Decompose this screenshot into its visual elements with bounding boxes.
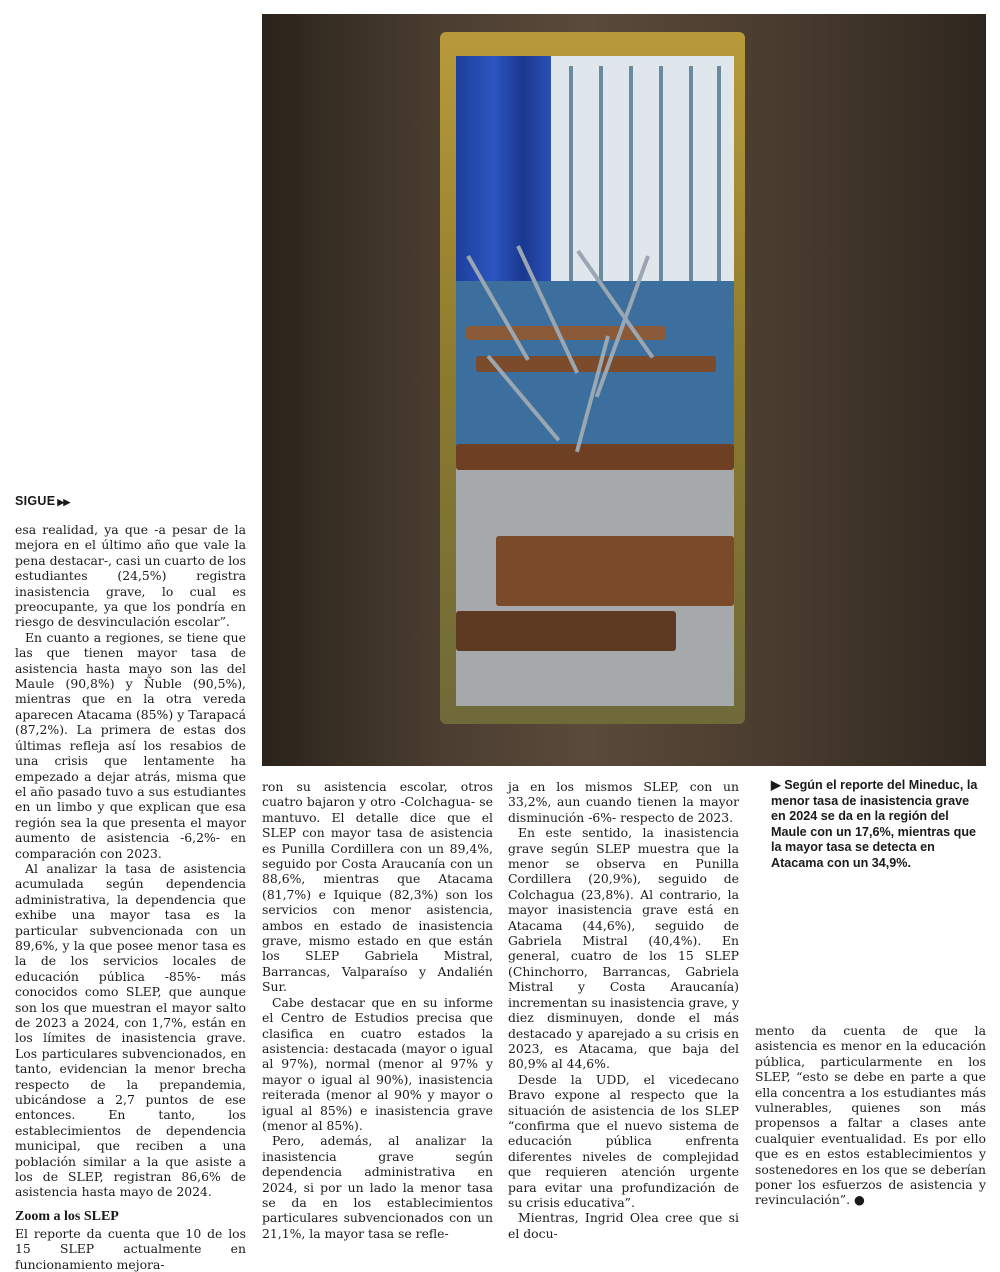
paragraph: ja en los mismos SLEP, con un 33,2%, aun cuando tienen la mayor disminución -6%- respecto de 2023. bbox=[508, 779, 739, 825]
article-column-1 bbox=[15, 522, 246, 1272]
paragraph: En este sentido, la inasistencia grave según SLEP muestra que la menor se observa en Punilla Cordillera (20,9%), seguido de Colchagua (23,8%). Al contrario, la mayor inasistencia grave está en Atacama (44,6%), seguido de Gabriela Mistral (40,4%). En general, cuatro de los 15 SLEP (Chinchorro, Barrancas, Gabriela Mistral y Costa Araucanía) incrementan su inasistencia grave, y diez disminuyen, donde el más destacado y aparejado a su crisis en 2023, es Atacama, que baja del 80,9% al 44,6%. bbox=[508, 825, 739, 1072]
caption-text: Según el reporte del Mineduc, la menor tasa de inasistencia grave en 2024 se da en la región del Maule con un 17,6%, mientras que la mayor tasa se detecta en Atacama con un 34,9%. bbox=[771, 778, 978, 870]
paragraph: Pero, además, al analizar la inasistencia grave según dependencia administrativa en 2024, si por un lado la menor tasa se da en los establecimientos particulares subvencionados con un 21,1%, la mayor tasa se refle- bbox=[262, 1133, 493, 1241]
continue-arrows-icon: ▶▶ bbox=[57, 497, 70, 507]
paragraph: esa realidad, ya que -a pesar de la mejora en el último año que vale la pena destacar-, casi un cuarto de los estudiantes (24,5%) registra inasistencia grave, lo cual es preocupante, ya que los pondría en riesgo de desvinculación escolar”. bbox=[15, 522, 246, 630]
desk bbox=[496, 536, 734, 606]
desk bbox=[456, 444, 734, 470]
paragraph: En cuanto a regiones, se tiene que las que tienen mayor tasa de asistencia hasta mayo son las del Maule (90,8%) y Ñuble (90,5%), mientras que en la otra vereda aparecen Atacama (85%) y Tarapacá (87,2%). La primera de estas dos últimas refleja así los resabios de una crisis que lentamente ha empezado a dejar atrás, misma que el año pasado tuvo a sus estudiantes en un limbo y que explican que esa región sea la que presenta el mayor aumento de asistencia -6,2%- en comparación con 2023. bbox=[15, 629, 246, 861]
article-column-2 bbox=[262, 779, 493, 1241]
section-subheading: Zoom a los SLEP bbox=[15, 1208, 119, 1224]
paragraph: El reporte da cuenta que 10 de los 15 SLEP actualmente en funcionamiento mejora- bbox=[15, 1225, 246, 1272]
classroom-photo bbox=[262, 14, 986, 766]
article-column-4 bbox=[755, 1023, 986, 1208]
paragraph: ron su asistencia escolar, otros cuatro bajaron y otro -Colchagua- se mantuvo. El detalle dice que el SLEP con mayor tasa de asistencia es Punilla Cordillera con un 89,4%, seguido por Costa Araucanía con un 88,6%, mientras que Atacama (81,7%) e Iquique (82,3%) son los servicios con menor asistencia, ambos en estado de inasistencia grave, mismo estado en que están los SLEP Gabriela Mistral, Barrancas, Valparaíso y Andalién Sur. bbox=[262, 779, 493, 995]
end-mark-icon: ● bbox=[854, 1192, 865, 1208]
article-column-3 bbox=[508, 779, 739, 1241]
paragraph bbox=[755, 1023, 986, 1208]
desk bbox=[456, 611, 676, 651]
continue-marker bbox=[15, 494, 69, 508]
paragraph: Desde la UDD, el vicedecano Bravo expone al respecto que la situación de asistencia de los SLEP “confirma que el nuevo sistema de educación pública enfrenta diferentes niveles de complejidad que requieren atención urgente para evitar una profundización de su crisis educativa”. bbox=[508, 1071, 739, 1210]
paragraph: Mientras, Ingrid Olea cree que si el docu- bbox=[508, 1210, 739, 1241]
photo-caption bbox=[771, 778, 986, 872]
paragraph: Cabe destacar que en su informe el Centro de Estudios precisa que clasifica en cuatro estados la asistencia: destacada (mayor o igual al 97%), normal (menor al 97% y mayor o igual al 90%), inasistencia reiterada (menor al 90% y mayor o igual al 85%) e inasistencia grave (menor al 85%). bbox=[262, 994, 493, 1133]
caption-marker-icon: ▶ bbox=[771, 778, 781, 792]
continue-label: SIGUE bbox=[15, 494, 56, 508]
door-window-view bbox=[456, 56, 734, 706]
paragraph-text: mento da cuenta de que la asistencia es menor en la educación pública, particularmente en los SLEP, “esto se debe en parte a que ella concentra a los estudiantes más vulnerables, quienes son más propensos a faltar a clases ante cualquier eventualidad. Es por ello que es en estos establecimientos y sostenedores en los que se deberían poner los esfuerzos de asistencia y revinculación”. bbox=[755, 1023, 986, 1208]
paragraph: Al analizar la tasa de asistencia acumulada según dependencia administrativa, la dependencia que exhibe una mayor tasa es la particular subvencionada con un 89,6%, y la que posee menor tasa es la de los servicios locales de educación pública -85%- más conocidos como SLEP, que aunque son los que muestran el mayor salto de 2023 a 2024, con 1,7%, están en los límites de inasistencia grave. Los particulares subvencionados, en tanto, evidencian la menor brecha respecto de la prepandemia, ubicándose a 2,7 puntos de ese entonces. En tanto, los establecimientos de dependencia municipal, que reciben a una población similar a la que asiste a los de SLEP, registran 86,6% de asistencia hasta mayo de 2024. bbox=[15, 860, 246, 1200]
barred-window bbox=[551, 56, 734, 281]
